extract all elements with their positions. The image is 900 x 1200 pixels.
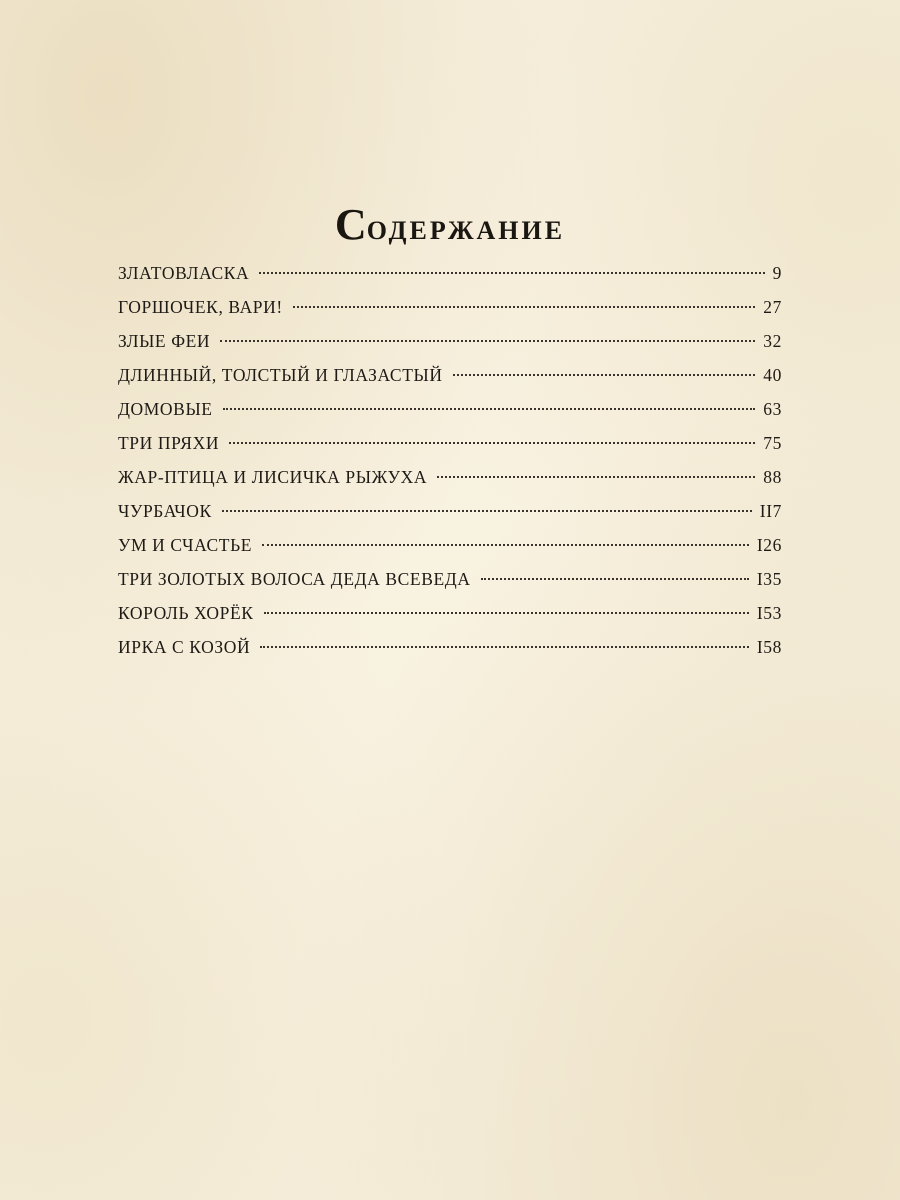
toc-entry-page: II7 bbox=[759, 501, 782, 521]
dot-leader bbox=[223, 408, 756, 410]
toc-entry[interactable] bbox=[118, 494, 782, 528]
toc-entry-title: ДЛИННЫЙ, ТОЛСТЫЙ И ГЛАЗАСТЫЙ bbox=[118, 365, 443, 385]
toc-entry-title: КОРОЛЬ ХОРЁК bbox=[118, 603, 254, 623]
dot-leader bbox=[259, 272, 764, 274]
toc-entry[interactable] bbox=[118, 426, 782, 460]
toc-entry[interactable] bbox=[118, 256, 782, 290]
toc-entry-page: 27 bbox=[763, 297, 782, 317]
toc-entry[interactable] bbox=[118, 528, 782, 562]
toc-entry-page: I58 bbox=[756, 637, 782, 657]
dot-leader bbox=[264, 612, 749, 614]
toc-entry[interactable] bbox=[118, 324, 782, 358]
toc-entry-title: ИРКА С КОЗОЙ bbox=[118, 637, 251, 657]
toc-entry-title: ЧУРБАЧОК bbox=[118, 501, 212, 521]
dot-leader bbox=[481, 578, 749, 580]
toc-entry-page: 32 bbox=[763, 331, 782, 351]
toc-entry[interactable] bbox=[118, 596, 782, 630]
toc-entry-title: ЖАР-ПТИЦА И ЛИСИЧКА РЫЖУХА bbox=[118, 467, 428, 487]
toc-entry-page: 88 bbox=[763, 467, 782, 487]
toc-entry[interactable] bbox=[118, 630, 782, 664]
toc-entry[interactable] bbox=[118, 358, 782, 392]
toc-entry-page: 9 bbox=[772, 263, 782, 283]
toc-entry-title: УМ И СЧАСТЬЕ bbox=[118, 535, 253, 555]
toc-entry-title: ТРИ ЗОЛОТЫХ ВОЛОСА ДЕДА ВСЕВЕДА bbox=[118, 569, 471, 589]
toc-entry-title: ЗЛАТОВЛАСКА bbox=[118, 263, 250, 283]
title-text: одержание bbox=[366, 206, 566, 248]
toc-entry-page: I35 bbox=[756, 569, 782, 589]
dot-leader bbox=[220, 340, 755, 342]
dot-leader bbox=[222, 510, 752, 512]
dot-leader bbox=[437, 476, 755, 478]
toc-entry-page: I53 bbox=[756, 603, 782, 623]
dot-leader bbox=[453, 374, 756, 376]
dot-leader bbox=[293, 306, 755, 308]
toc-entry-page: 63 bbox=[763, 399, 782, 419]
toc-entry[interactable] bbox=[118, 460, 782, 494]
toc-entry-title: ЗЛЫЕ ФЕИ bbox=[118, 331, 211, 351]
toc-entry[interactable] bbox=[118, 290, 782, 324]
title-initial: С bbox=[334, 199, 367, 249]
toc-entry-title: ТРИ ПРЯХИ bbox=[118, 433, 220, 453]
dot-leader bbox=[229, 442, 755, 444]
toc-entry-page: 75 bbox=[763, 433, 782, 453]
toc-entry[interactable] bbox=[118, 562, 782, 596]
toc-entry-title: ГОРШОЧЕК, ВАРИ! bbox=[118, 297, 283, 317]
page-title bbox=[0, 201, 900, 252]
toc-entry-title: ДОМОВЫЕ bbox=[118, 399, 213, 419]
toc-entry-page: 40 bbox=[763, 365, 782, 385]
table-of-contents bbox=[118, 256, 782, 664]
toc-entry[interactable] bbox=[118, 392, 782, 426]
dot-leader bbox=[262, 544, 749, 546]
toc-entry-page: I26 bbox=[756, 535, 782, 555]
dot-leader bbox=[260, 646, 749, 648]
